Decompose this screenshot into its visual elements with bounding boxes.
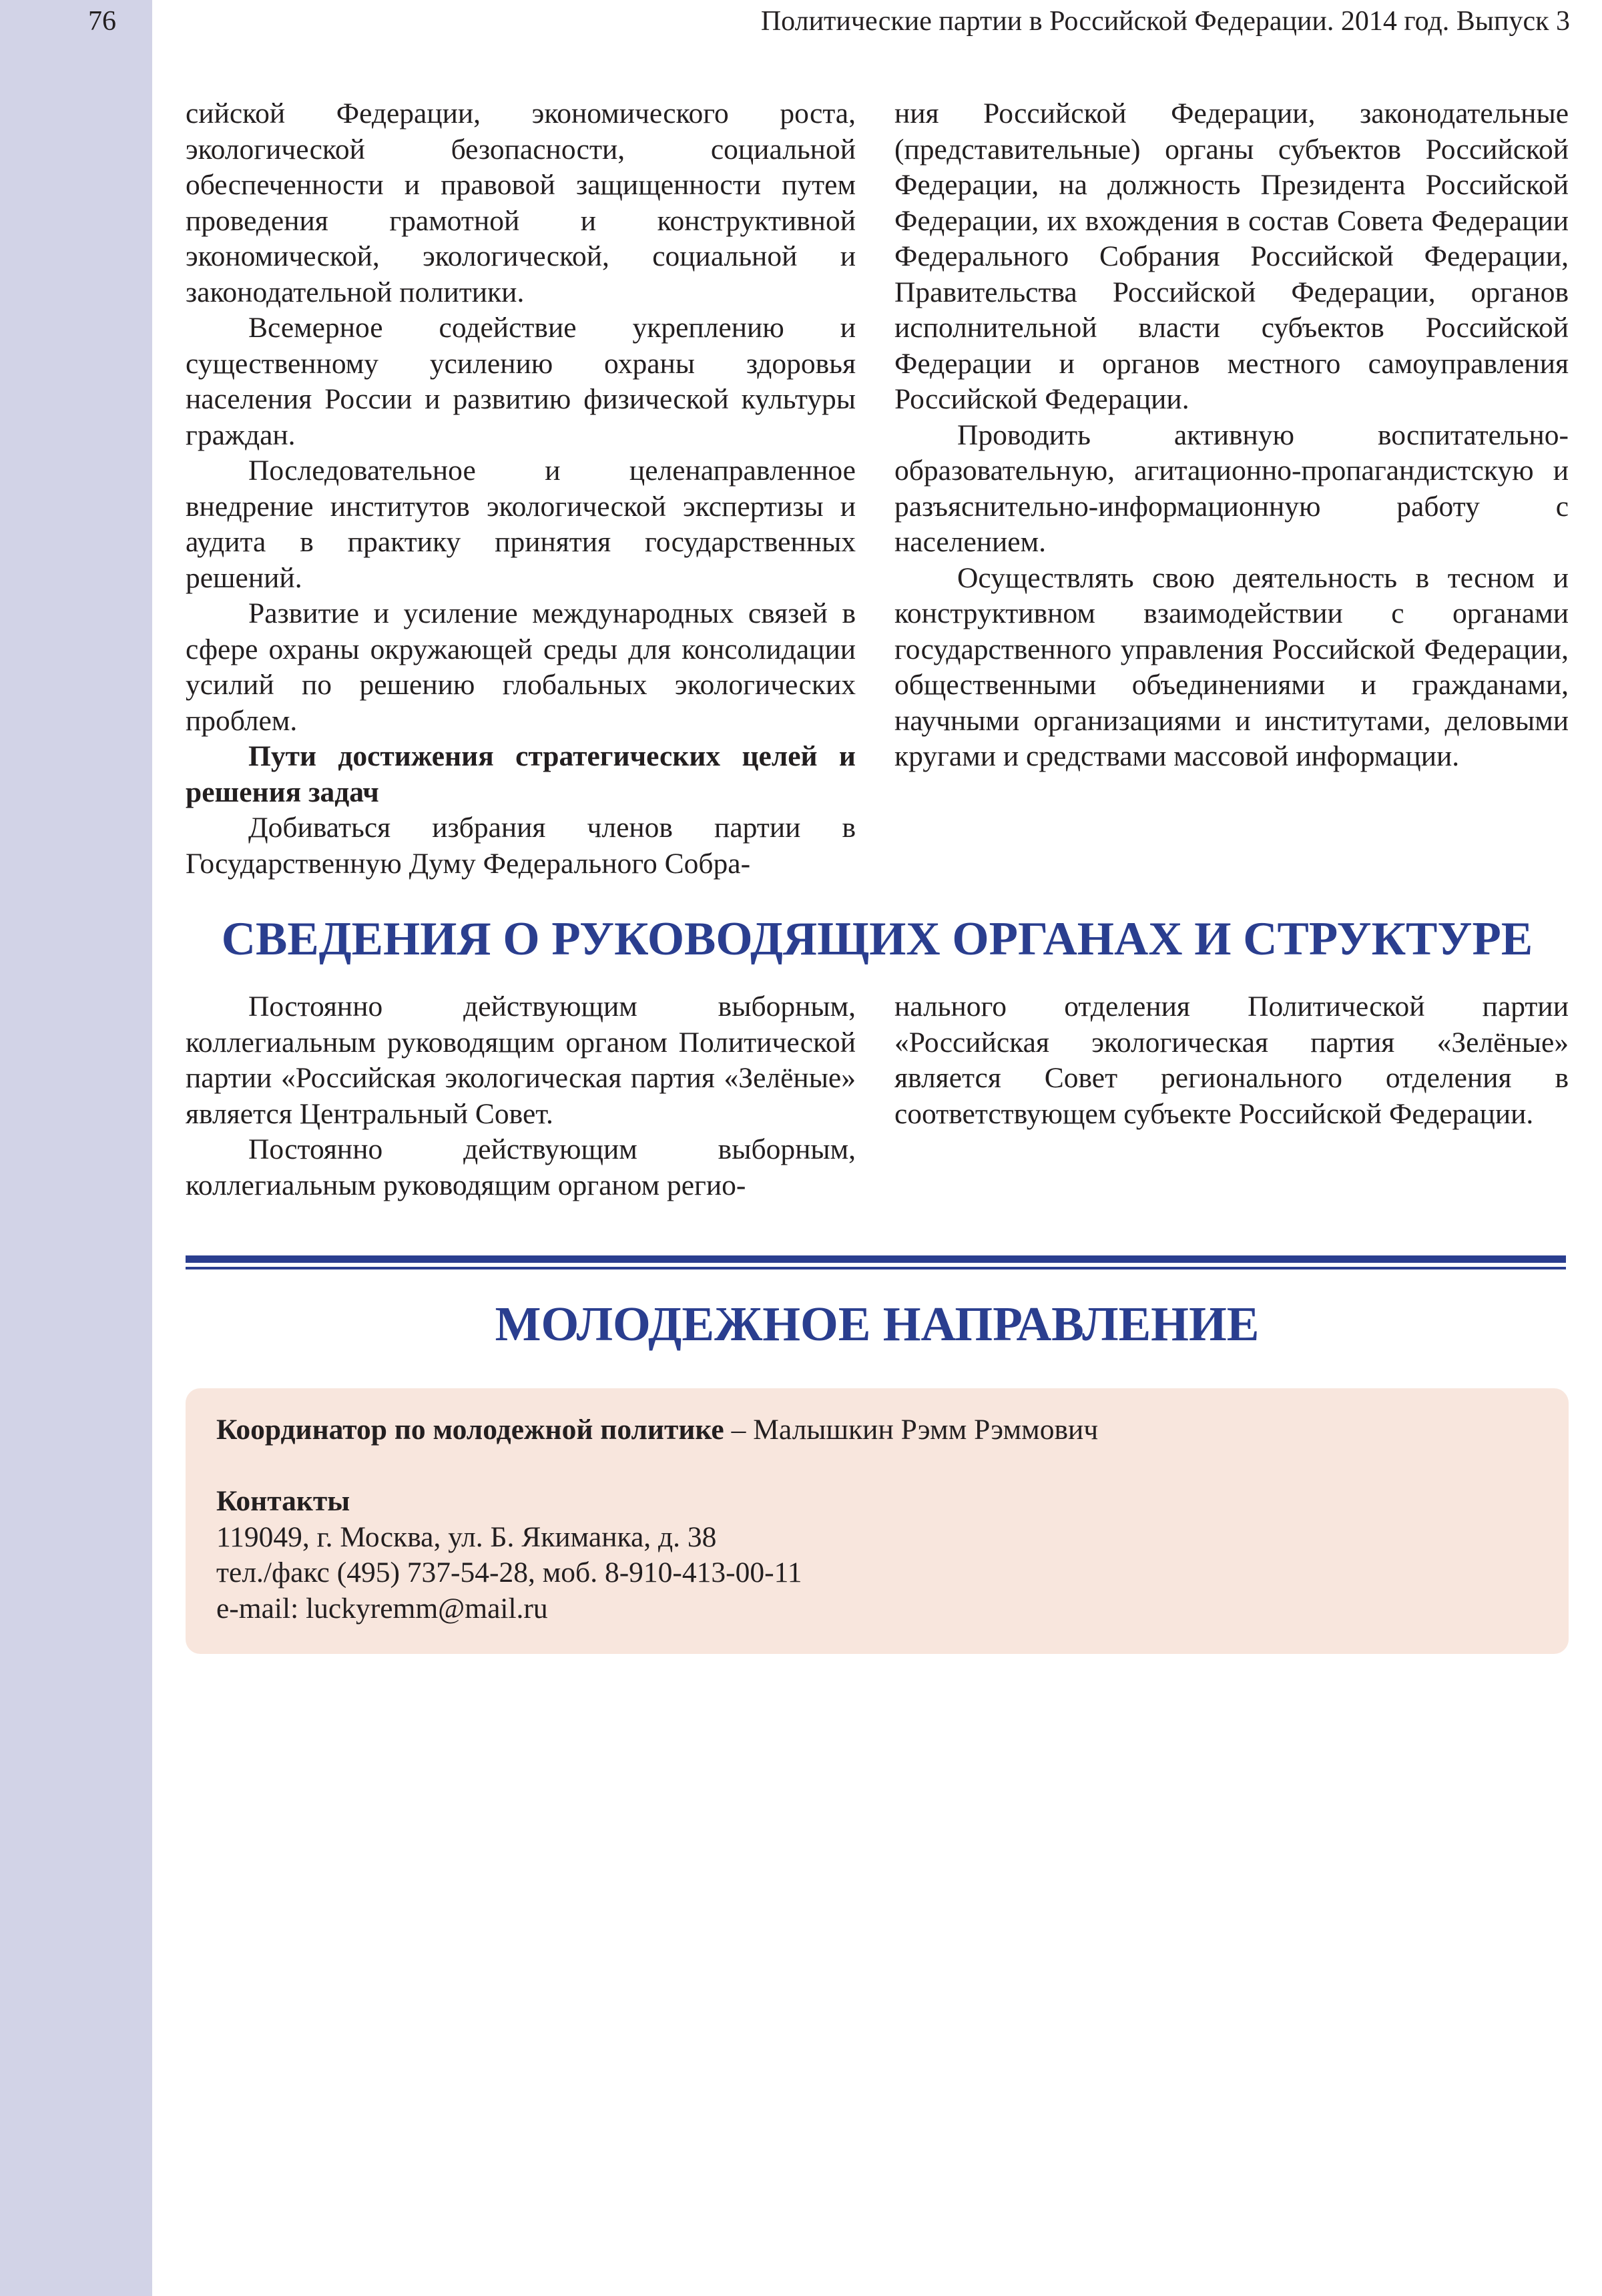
address: 119049, г. Москва, ул. Б. Якиманка, д. 38 — [216, 1520, 717, 1553]
email-link[interactable]: e-mail: luckyremm@mail.ru — [216, 1592, 548, 1625]
paragraph: Осуществлять свою деятельность в тесном и конструктивном взаимодействии с органами государственного управления Российской Федерации, общественными объединениями и гражданами, научными организациями и институтами, деловыми кругами и средствами массовой информации. — [894, 561, 1569, 772]
youth-heading: МОЛОДЕЖНОЕ НАПРАВЛЕНИЕ — [495, 1297, 1260, 1351]
coordinator-line — [216, 1412, 1538, 1448]
contacts-label: Контакты — [216, 1485, 350, 1517]
coordinator-separator: – — [724, 1414, 754, 1446]
paragraph: Постоянно действующим выборным, коллегиальным руководящим органом регио- — [186, 1133, 856, 1201]
page-number: 76 — [88, 6, 116, 37]
section-divider-thick — [186, 1255, 1566, 1263]
paragraph: сийской Федерации, экономического роста, экологической безопасности, социальной обеспеченности и правовой защищенности путем проведения грамотной и конструктивной экономической, экологической, социальной и законодательной политики. — [186, 97, 856, 308]
paragraph: нального отделения Политической партии «Российская экологическая партия «Зелёные» является Совет регионального отделения в соответствующем субъекте Российской Федерации. — [894, 990, 1569, 1130]
paragraph: Последовательное и целенаправленное внедрение институтов экологической экспертизы и аудита в практику принятия государственных решений. — [186, 455, 856, 594]
running-title: Политические партии в Российской Федерации. 2014 год. Выпуск 3 — [760, 6, 1570, 37]
contact-box — [186, 1388, 1569, 1654]
paragraph: Постоянно действующим выборным, коллегиальным руководящим органом Политической партии «Российская экологическая партия «Зелёные» является Центральный Совет. — [186, 990, 856, 1130]
paragraph: Проводить активную воспитательно-образовательную, агитационно-пропагандистскую и разъяснительно-информационную работу с населением. — [894, 418, 1569, 558]
page-sidebar-band — [0, 0, 152, 2296]
governance-right-column — [894, 989, 1569, 1132]
program-left-column — [186, 96, 856, 882]
section-divider-thin — [186, 1267, 1566, 1269]
paragraph: Всемерное содействие укреплению и существенному усилению охраны здоровья населения России и развитию физической культуры граждан. — [186, 312, 856, 451]
program-right-column — [894, 96, 1569, 775]
subheading: Пути достижения стратегических целей и решения задач — [186, 740, 856, 808]
spacer — [216, 1448, 1538, 1484]
phone: тел./факс (495) 737-54-28, моб. 8-910-413-00-11 — [216, 1556, 802, 1589]
paragraph: Развитие и усиление международных связей в сфере охраны окружающей среды для консолидации усилий по решению глобальных экологических проблем. — [186, 597, 856, 737]
coordinator-label: Координатор по молодежной политике — [216, 1414, 724, 1446]
paragraph: ния Российской Федерации, законодательные (представительные) органы субъектов Российской Федерации, на должность Президента Российской Федерации, их вхождения в состав Совета Федерации Федерального Собрания Российской Федерации, Правительства Российской Федерации, органов исполнительной власти субъектов Российской Федерации и органов местного самоуправления Российской Федерации. — [894, 97, 1569, 415]
paragraph: Добиваться избрания членов партии в Государственную Думу Федерального Собра- — [186, 812, 856, 880]
governance-left-column — [186, 989, 856, 1203]
governance-heading: СВЕДЕНИЯ О РУКОВОДЯЩИХ ОРГАНАХ И СТРУКТУРЕ — [221, 913, 1533, 965]
coordinator-name: Малышкин Рэмм Рэммович — [753, 1414, 1099, 1446]
